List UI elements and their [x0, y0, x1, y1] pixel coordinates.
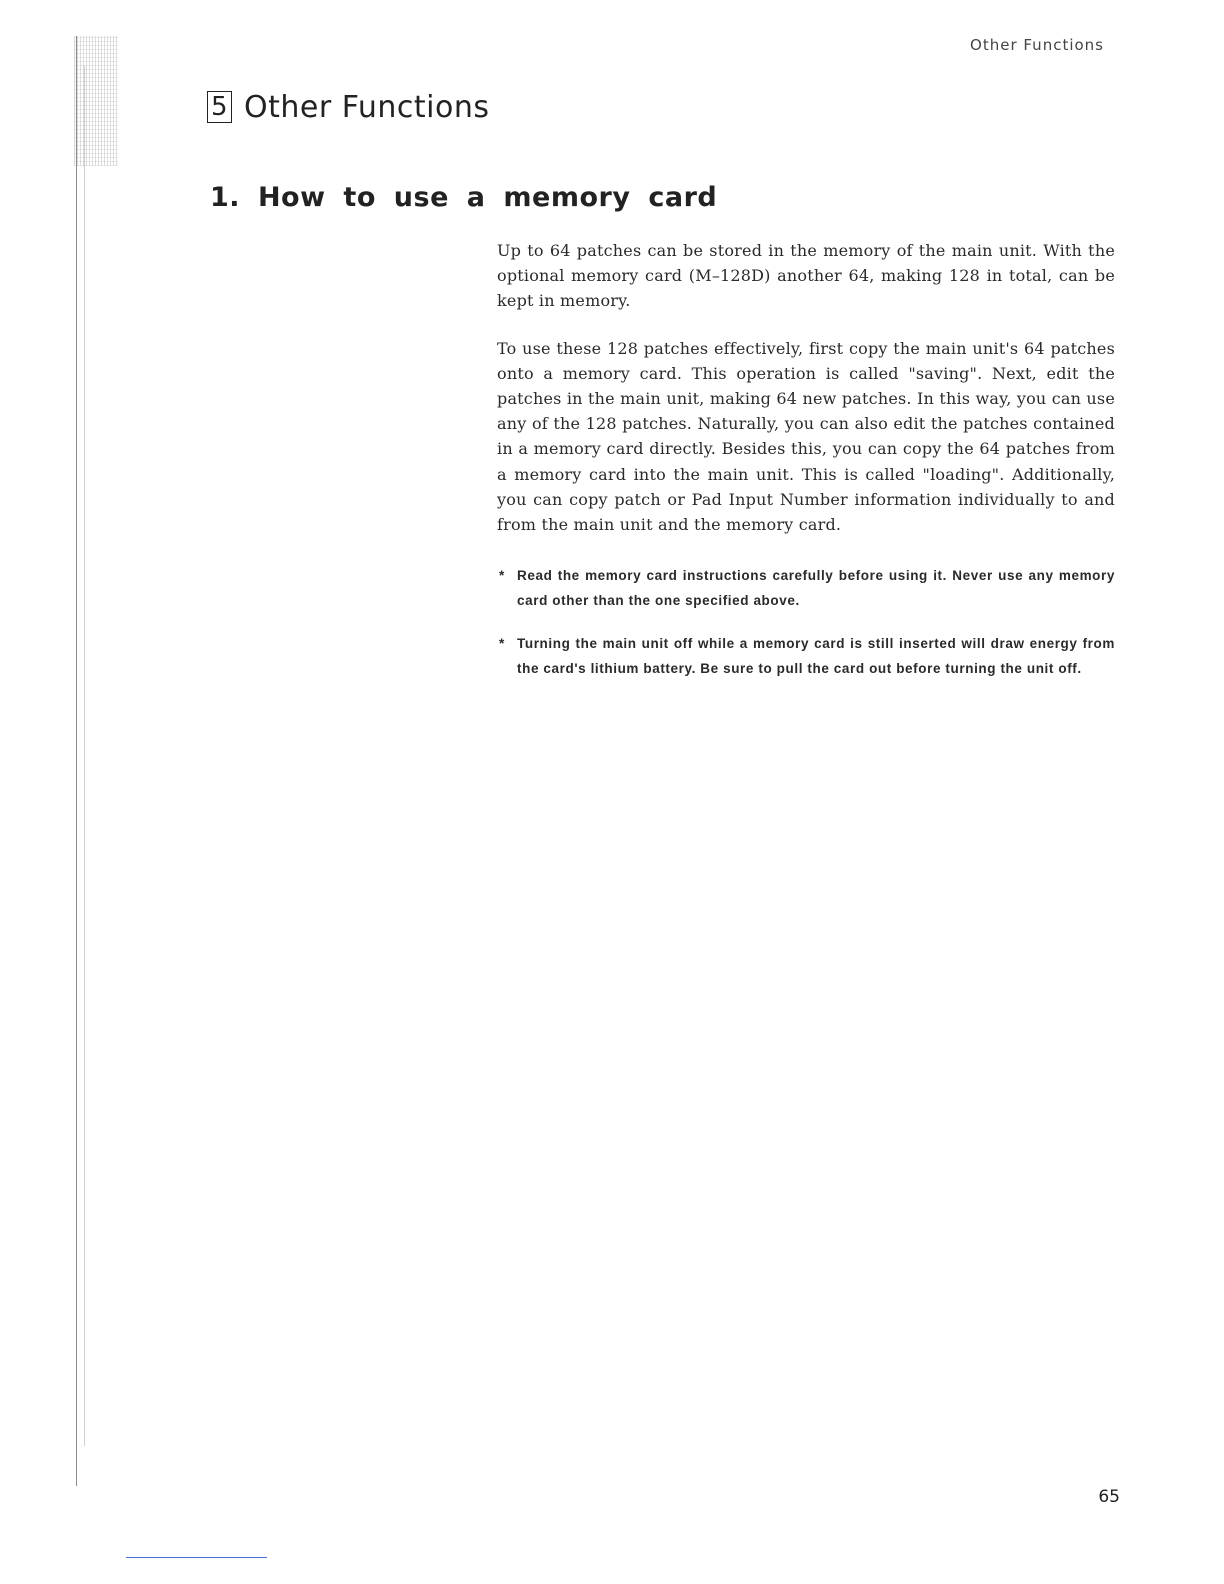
- asterisk-icon: *: [499, 568, 505, 584]
- chapter-number-box: 5: [207, 91, 232, 123]
- body-column: [497, 238, 1115, 699]
- note-battery-warning: [497, 631, 1115, 681]
- page-number: 65: [1098, 1487, 1120, 1507]
- body-paragraph-usage: To use these 128 patches effectively, first copy the main unit's 64 patches onto a memory card. This operation is called "saving". Next, edit the patches in the main unit, making 64 new patches. In this way, you can use any of the 128 patches. Naturally, you can also edit the patches contained in a memory card directly. Besides this, you can copy the 64 patches from a memory card into the main unit. This is called "loading". Additionally, you can copy patch or Pad Input Number information individually to and from the main unit and the memory card.: [497, 338, 1115, 535]
- note-read-instructions: [497, 563, 1115, 613]
- scan-binding-edge: [72, 36, 124, 1486]
- footer-underline: [126, 1557, 267, 1558]
- chapter-title-text: Other Functions: [244, 90, 490, 125]
- note-text: Read the memory card instructions carefully before using it. Never use any memory card other than the one specified above.: [517, 568, 1115, 609]
- body-paragraph-intro: Up to 64 patches can be stored in the memory of the main unit. With the optional memory card (M–128D) another 64, making 128 in total, can be kept in memory.: [497, 241, 1115, 311]
- scan-speckle: [74, 36, 118, 166]
- binding-shadow-line: [84, 66, 85, 1446]
- binding-rule-line: [76, 36, 77, 1486]
- running-head: Other Functions: [970, 36, 1104, 54]
- note-text: Turning the main unit off while a memory card is still inserted will draw energy from the card's lithium battery. Be sure to pull the card out before turning the unit off.: [517, 636, 1115, 677]
- chapter-heading: [207, 90, 490, 125]
- section-heading: 1. How to use a memory card: [210, 182, 718, 213]
- asterisk-icon: *: [499, 636, 505, 652]
